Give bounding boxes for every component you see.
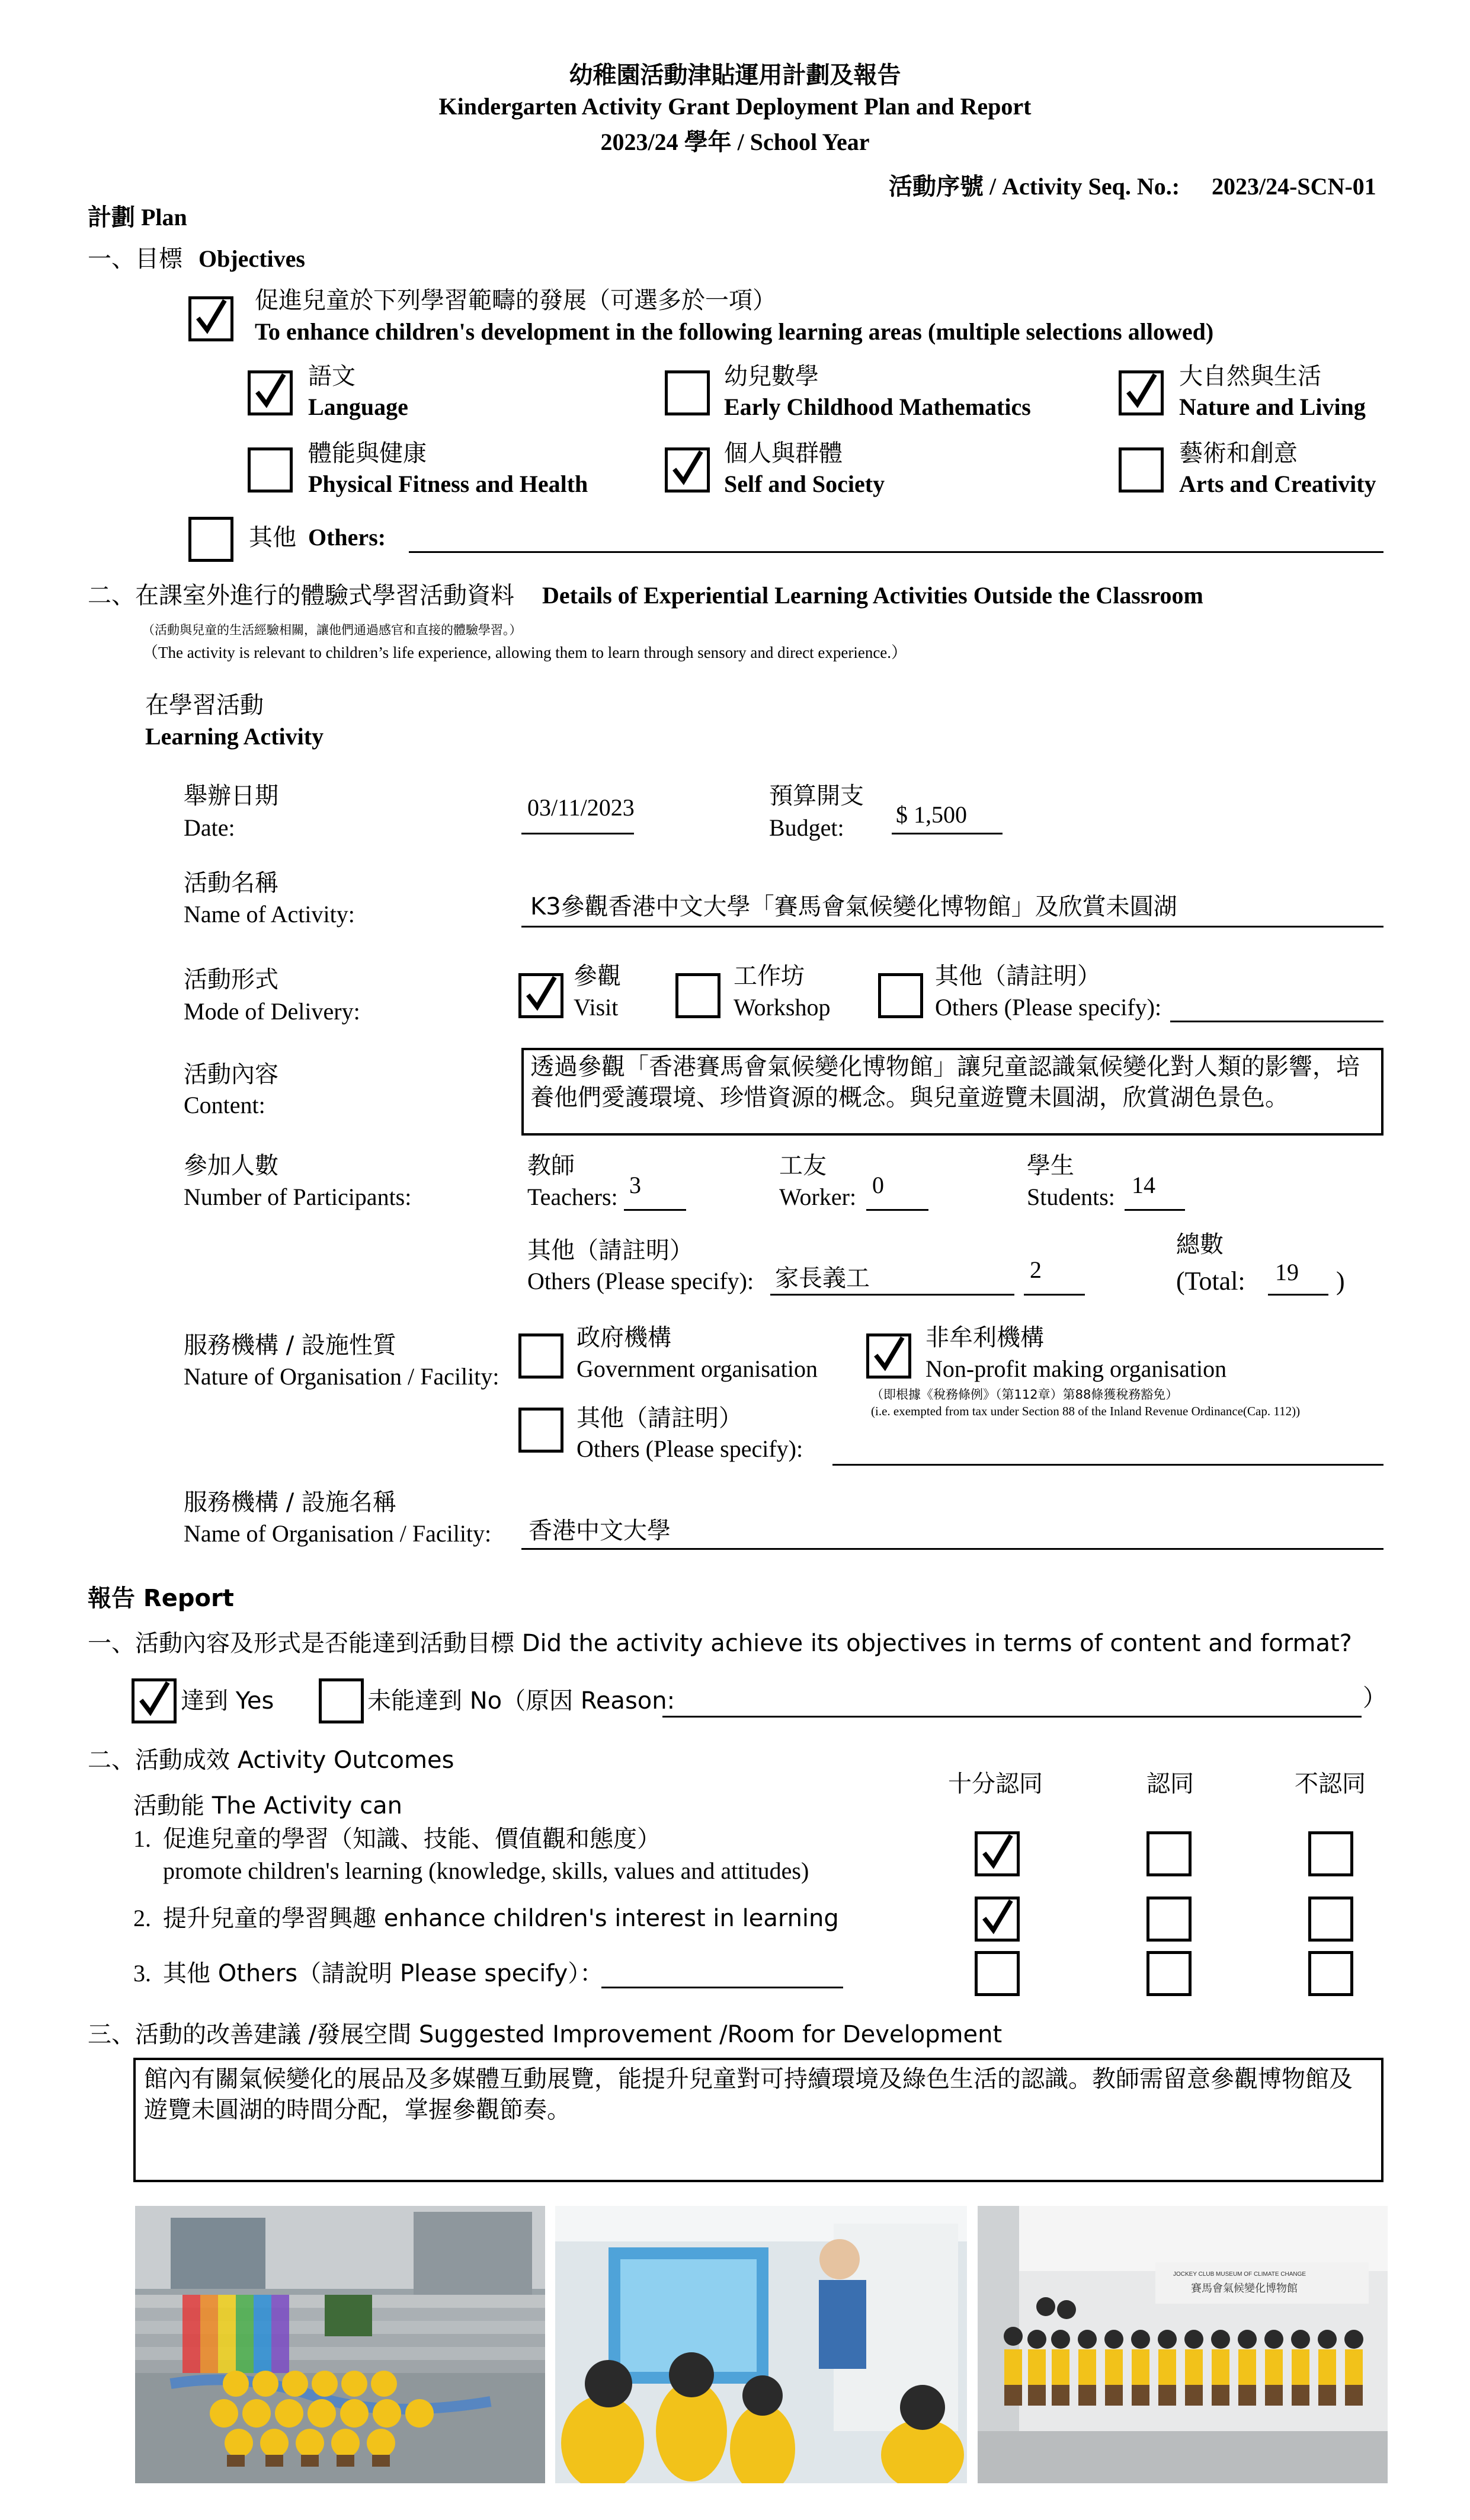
checkmark-icon bbox=[137, 1678, 172, 1718]
area-language-en: Language bbox=[308, 394, 408, 420]
improve-text: 館內有關氣候變化的展品及多媒體互動展覽，能提升兒童對可持續環境及綠色生活的認識。教師需留意參觀博物館及遊覽未圓湖的時間分配，掌握參觀節奏。 bbox=[144, 2065, 1353, 2124]
participants-label-zh: 參加人數 bbox=[184, 1152, 278, 1179]
outcome-1-number: 1. bbox=[133, 1825, 151, 1852]
worker-value: 0 bbox=[872, 1172, 884, 1198]
org-government-en: Government organisation bbox=[577, 1355, 818, 1382]
area-language-checkbox[interactable] bbox=[248, 370, 293, 415]
org-name-label-zh: 服務機構 / 設施名稱 bbox=[184, 1489, 396, 1516]
date-label-en: Date: bbox=[184, 814, 235, 841]
report-heading: 報告 Report bbox=[88, 1585, 234, 1612]
checkmark-icon bbox=[253, 370, 288, 410]
budget-label-en: Budget: bbox=[769, 814, 844, 841]
content-value: 透過參觀「香港賽馬會氣候變化博物館」讓兒童認識氣候變化對人類的影響，培養他們愛護環境、珍惜資源的概念。與兒童遊覽未圓湖，欣賞湖色景色。 bbox=[530, 1053, 1360, 1111]
scale-strongly-agree: 十分認同 bbox=[948, 1770, 1043, 1798]
mode-others-line[interactable] bbox=[1170, 1021, 1383, 1022]
activity-name-label-zh: 活動名稱 bbox=[184, 869, 278, 897]
objective-main-checkbox[interactable] bbox=[188, 296, 233, 341]
objectives-heading-en: Objectives bbox=[198, 245, 305, 272]
learning-activity-en: Learning Activity bbox=[145, 723, 324, 750]
org-government-checkbox[interactable] bbox=[518, 1333, 563, 1379]
mode-workshop-zh: 工作坊 bbox=[734, 962, 805, 990]
org-name-line[interactable] bbox=[521, 1548, 1383, 1550]
outcome-2-agree-checkbox[interactable] bbox=[1146, 1897, 1192, 1942]
area-nature-en: Nature and Living bbox=[1179, 394, 1366, 420]
title-zh: 幼稚園活動津貼運用計劃及報告 bbox=[569, 62, 901, 89]
area-arts-checkbox[interactable] bbox=[1119, 447, 1164, 493]
report-yes-label: 達到 Yes bbox=[181, 1687, 274, 1715]
details-heading-en: Details of Experiential Learning Activities Outside the Classroom bbox=[542, 582, 1203, 609]
mode-workshop-checkbox[interactable] bbox=[675, 973, 720, 1018]
org-others-zh: 其他（請註明） bbox=[577, 1405, 742, 1432]
activity-name-value: K3參觀香港中文大學「賽馬會氣候變化博物館」及欣賞未圓湖 bbox=[530, 893, 1177, 920]
checkmark-icon bbox=[872, 1333, 907, 1373]
report-reason-close: ） bbox=[1363, 1684, 1386, 1712]
objective-main-en: To enhance children's development in the following learning areas (multiple selections allowed) bbox=[255, 318, 1214, 345]
outcome-1-disagree-checkbox[interactable] bbox=[1308, 1831, 1353, 1876]
outcome-3-number: 3. bbox=[133, 1960, 151, 1987]
museum-sign-zh: 賽馬會氣候變化博物館 bbox=[1191, 2282, 1298, 2295]
org-nature-label-en: Nature of Organisation / Facility: bbox=[184, 1363, 499, 1390]
learning-activity-zh: 在學習活動 bbox=[145, 692, 264, 719]
seq-label: 活動序號 / Activity Seq. No.: bbox=[889, 173, 1180, 200]
total-value: 19 bbox=[1275, 1259, 1299, 1285]
participants-label-en: Number of Participants: bbox=[184, 1184, 412, 1210]
photo-group-stairs bbox=[135, 2206, 545, 2483]
outcome-3-strongly-agree-checkbox[interactable] bbox=[975, 1951, 1020, 1996]
checkmark-icon bbox=[1124, 370, 1159, 410]
students-value: 14 bbox=[1132, 1172, 1155, 1198]
photo-museum-exhibit-image bbox=[555, 2206, 967, 2483]
checkmark-icon bbox=[670, 447, 705, 487]
photo-group-stairs-image bbox=[135, 2206, 545, 2483]
mode-label-zh: 活動形式 bbox=[184, 966, 278, 993]
total-close-paren: ) bbox=[1336, 1267, 1345, 1296]
budget-label-zh: 預算開支 bbox=[769, 782, 864, 810]
budget-field-line[interactable] bbox=[892, 833, 1003, 834]
area-self-society-checkbox[interactable] bbox=[665, 447, 710, 493]
area-math-zh: 幼兒數學 bbox=[724, 363, 819, 390]
activity-name-label-en: Name of Activity: bbox=[184, 901, 355, 928]
objective-others-en: Others: bbox=[308, 524, 386, 551]
outcome-1-strongly-agree-checkbox[interactable] bbox=[975, 1831, 1020, 1876]
teachers-value: 3 bbox=[629, 1172, 641, 1198]
org-others-checkbox[interactable] bbox=[518, 1408, 563, 1453]
objectives-heading-zh: 一、目標 bbox=[88, 245, 182, 272]
checkmark-icon bbox=[524, 973, 559, 1012]
date-field-line[interactable] bbox=[521, 833, 634, 834]
outcome-3-agree-checkbox[interactable] bbox=[1146, 1951, 1192, 1996]
area-physical-checkbox[interactable] bbox=[248, 447, 293, 493]
outcomes-heading: 二、活動成效 Activity Outcomes bbox=[88, 1747, 454, 1774]
worker-label-zh: 工友 bbox=[779, 1152, 827, 1179]
objective-others-checkbox[interactable] bbox=[188, 517, 233, 562]
org-others-line[interactable] bbox=[832, 1464, 1383, 1466]
mode-others-checkbox[interactable] bbox=[878, 973, 923, 1018]
teachers-label-zh: 教師 bbox=[527, 1152, 575, 1179]
outcome-2-strongly-agree-checkbox[interactable] bbox=[975, 1897, 1020, 1942]
worker-field-line[interactable] bbox=[866, 1209, 928, 1211]
outcome-1-en: promote children's learning (knowledge, skills, values and attitudes) bbox=[163, 1857, 809, 1884]
plan-heading: 計劃 Plan bbox=[88, 204, 187, 231]
area-nature-checkbox[interactable] bbox=[1119, 370, 1164, 415]
school-year: 2023/24 學年 / School Year bbox=[600, 129, 870, 155]
students-label-zh: 學生 bbox=[1027, 1152, 1074, 1179]
photo-museum-exhibit bbox=[555, 2206, 967, 2483]
area-math-checkbox[interactable] bbox=[665, 370, 710, 415]
outcome-2-number: 2. bbox=[133, 1905, 151, 1931]
improve-heading: 三、活動的改善建議 /發展空間 Suggested Improvement /Room for Development bbox=[88, 2021, 1003, 2048]
activity-name-line[interactable] bbox=[521, 926, 1383, 928]
org-nonprofit-checkbox[interactable] bbox=[866, 1333, 911, 1379]
students-field-line[interactable] bbox=[1125, 1209, 1185, 1211]
mode-others-zh: 其他（請註明） bbox=[935, 962, 1101, 990]
org-nature-label-zh: 服務機構 / 設施性質 bbox=[184, 1332, 396, 1359]
report-no-checkbox[interactable] bbox=[319, 1678, 364, 1723]
activity-can-label: 活動能 The Activity can bbox=[133, 1792, 402, 1819]
objective-others-line[interactable] bbox=[409, 551, 1383, 553]
total-field-line[interactable] bbox=[1268, 1294, 1328, 1296]
photo-museum-entrance-image bbox=[978, 2206, 1388, 2483]
others-value-line[interactable] bbox=[1024, 1294, 1085, 1296]
report-no-label: 未能達到 No（原因 Reason: bbox=[367, 1687, 675, 1715]
worker-label-en: Worker: bbox=[779, 1184, 857, 1210]
mode-visit-en: Visit bbox=[574, 994, 619, 1021]
museum-sign-en: JOCKEY CLUB MUSEUM OF CLIMATE CHANGE bbox=[1173, 2271, 1306, 2278]
area-self-society-zh: 個人與群體 bbox=[724, 440, 843, 467]
others-participants-value: 2 bbox=[1030, 1256, 1042, 1283]
area-self-society-en: Self and Society bbox=[724, 471, 885, 497]
org-government-zh: 政府機構 bbox=[577, 1324, 671, 1351]
org-name-label-en: Name of Organisation / Facility: bbox=[184, 1520, 492, 1547]
others-participants-label-en: Others (Please specify): bbox=[527, 1268, 754, 1294]
details-note-en: （The activity is relevant to children’s life experience, allowing them to learn through sensory and direct experience.） bbox=[142, 644, 908, 661]
teachers-field-line[interactable] bbox=[624, 1209, 686, 1211]
checkmark-icon bbox=[194, 296, 229, 335]
mode-visit-zh: 參觀 bbox=[574, 962, 621, 990]
area-language-zh: 語文 bbox=[308, 363, 356, 390]
area-nature-zh: 大自然與生活 bbox=[1179, 363, 1321, 390]
outcome-1-zh: 促進兒童的學習（知識、技能、價值觀和態度） bbox=[163, 1825, 661, 1853]
org-nonprofit-zh: 非牟利機構 bbox=[925, 1324, 1044, 1351]
others-specify-line[interactable] bbox=[770, 1294, 1014, 1296]
outcome-1-agree-checkbox[interactable] bbox=[1146, 1831, 1192, 1876]
org-name-value: 香港中文大學 bbox=[529, 1517, 671, 1544]
outcome-3-text: 其他 Others（請說明 Please specify）： bbox=[163, 1960, 604, 1987]
outcome-3-specify-line[interactable] bbox=[601, 1987, 843, 1988]
date-value: 03/11/2023 bbox=[527, 794, 635, 821]
date-label-zh: 舉辦日期 bbox=[184, 782, 278, 810]
content-label-zh: 活動內容 bbox=[184, 1061, 278, 1088]
teachers-label-en: Teachers: bbox=[527, 1184, 618, 1210]
area-math-en: Early Childhood Mathematics bbox=[724, 394, 1031, 420]
report-reason-line[interactable] bbox=[662, 1716, 1362, 1718]
seq-value: 2023/24-SCN-01 bbox=[1212, 173, 1376, 200]
objective-main-zh: 促進兒童於下列學習範疇的發展（可選多於一項） bbox=[255, 287, 776, 314]
outcome-2-text: 提升兒童的學習興趣 enhance children's interest in learning bbox=[163, 1905, 839, 1932]
checkmark-icon bbox=[980, 1897, 1015, 1936]
org-others-en: Others (Please specify): bbox=[577, 1435, 803, 1462]
scale-disagree: 不認同 bbox=[1295, 1770, 1366, 1798]
report-q1: 一、活動內容及形式是否能達到活動目標 Did the activity achieve its objectives in terms of content and format? bbox=[88, 1630, 1352, 1657]
area-arts-zh: 藝術和創意 bbox=[1179, 440, 1298, 467]
outcome-2-disagree-checkbox[interactable] bbox=[1308, 1897, 1353, 1942]
checkmark-icon bbox=[980, 1831, 1015, 1870]
content-label-en: Content: bbox=[184, 1092, 265, 1118]
report-yes-checkbox[interactable] bbox=[132, 1678, 177, 1723]
mode-workshop-en: Workshop bbox=[734, 994, 831, 1021]
others-participants-specify: 家長義工 bbox=[775, 1265, 870, 1292]
nonprofit-note-en: (i.e. exempted from tax under Section 88 of the Inland Revenue Ordinance(Cap. 112)) bbox=[871, 1404, 1301, 1418]
details-note-zh: （活動與兒童的生活經驗相關，讓他們通過感官和直接的體驗學習。） bbox=[142, 623, 522, 637]
outcome-3-disagree-checkbox[interactable] bbox=[1308, 1951, 1353, 1996]
total-label-en: (Total: bbox=[1176, 1267, 1245, 1296]
mode-others-en: Others (Please specify): bbox=[935, 994, 1162, 1021]
scale-agree: 認同 bbox=[1146, 1770, 1194, 1798]
title-en: Kindergarten Activity Grant Deployment Plan and Report bbox=[438, 93, 1032, 120]
mode-visit-checkbox[interactable] bbox=[518, 973, 563, 1018]
org-nonprofit-en: Non-profit making organisation bbox=[925, 1355, 1227, 1382]
objective-others-zh: 其他 bbox=[249, 524, 296, 551]
area-physical-en: Physical Fitness and Health bbox=[308, 471, 588, 497]
details-heading-zh: 二、在課室外進行的體驗式學習活動資料 bbox=[88, 582, 514, 609]
others-participants-label-zh: 其他（請註明） bbox=[527, 1237, 693, 1264]
nonprofit-note-zh: （即根據《稅務條例》（第112章）第88條獲稅務豁免） bbox=[871, 1387, 1178, 1402]
total-label-zh: 總數 bbox=[1176, 1231, 1224, 1258]
area-arts-en: Arts and Creativity bbox=[1179, 471, 1376, 497]
mode-label-en: Mode of Delivery: bbox=[184, 998, 360, 1025]
students-label-en: Students: bbox=[1027, 1184, 1115, 1210]
budget-value: $ 1,500 bbox=[896, 801, 967, 828]
photo-museum-entrance bbox=[978, 2206, 1388, 2483]
area-physical-zh: 體能與健康 bbox=[308, 440, 427, 467]
